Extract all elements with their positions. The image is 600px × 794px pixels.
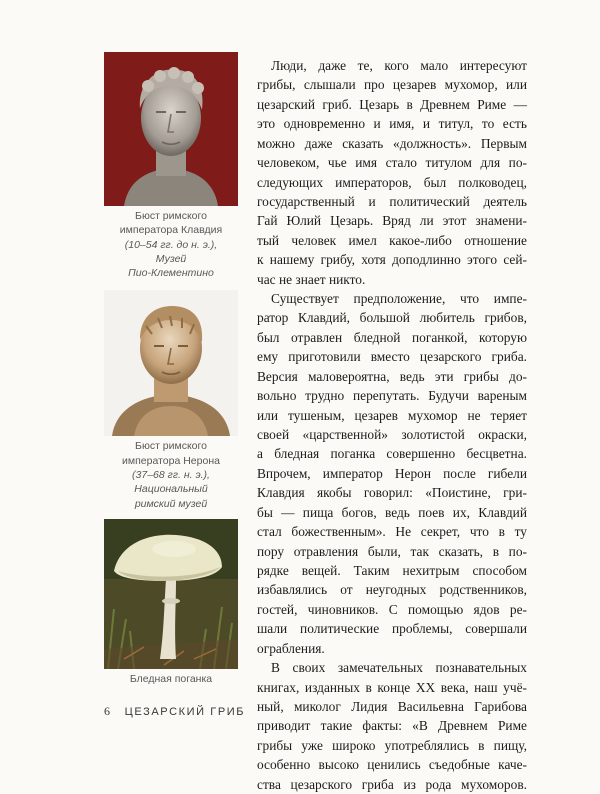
claudius-bust-photo [104, 52, 238, 206]
caption-line: Бюст римского [135, 210, 207, 222]
nero-bust-photo [104, 290, 238, 436]
text-line: шали политические проблемы, совершали [257, 621, 527, 637]
text-line: следующих императоров, был полководец, [257, 174, 527, 190]
text-line: Версия маловероятна, ведь эти грибы до- [257, 368, 527, 384]
text-line: избавлялись от неугодных родственников, [257, 582, 527, 598]
claudius-caption [104, 209, 238, 280]
text-line: книгах, изданных в конце XX века, наш учё- [257, 679, 527, 695]
main-text [257, 56, 527, 794]
text-line: особенно высоко ценились съедобные каче- [257, 757, 527, 773]
text-line: час не знает никто. [257, 271, 366, 287]
text-line: вольно трудно перепутать. Будучи вареным [257, 388, 527, 404]
text-line: бы — пища богов, ведь поев их, Клавдий [257, 504, 527, 520]
text-line: цезарский гриб. Цезарь в Древнем Риме — [257, 96, 527, 112]
caption-line: Бюст римского [135, 440, 207, 453]
caption-line: императора Клавдия [119, 224, 223, 237]
paragraph-1 [257, 56, 527, 289]
text-line: рядке вещей. Таким нехитрым способом [257, 562, 527, 578]
text-line: был отравлен бледной поганкой, которую [257, 329, 527, 345]
caption-museum: Музей [155, 252, 187, 265]
text-line: государственный и политический деятель [257, 193, 527, 209]
paragraph-2 [257, 289, 527, 658]
running-title: ЦЕЗАРСКИЙ ГРИБ [124, 706, 246, 718]
text-line: В своих замечательных познавательных [271, 660, 527, 676]
nero-bust-image [104, 290, 238, 436]
caption-museum: римский музей [134, 497, 208, 510]
toadstool-photo [104, 519, 238, 669]
caption-museum: Национальный [134, 483, 208, 496]
text-line: ный, миколог Лидия Васильевна Гарибова [257, 698, 527, 714]
claudius-bust-image [104, 52, 238, 206]
text-line: к нашему грибу, хотя доподлинно этого сей- [257, 252, 527, 268]
text-line: ограбления. [257, 640, 325, 656]
text-line: грибы, слышали про цезарев мухомор, или [257, 77, 527, 93]
text-line: Впрочем, император Нерон после гибели [257, 465, 527, 481]
text-line: ства цезарского гриба из рода мухоморов. [257, 776, 527, 792]
caption-museum: Пио-Клементино [128, 267, 214, 280]
toadstool-caption [104, 672, 238, 686]
toadstool-image [104, 519, 238, 669]
page-number: 6 [104, 704, 110, 718]
text-line: Существует предположение, что импе- [271, 291, 527, 307]
text-line: гостей, чиновников. С помощью ядов ре- [257, 601, 527, 617]
text-line: пору отравления были, так сказать, в по- [257, 543, 527, 559]
text-line: человеком, чье имя стало титулом для по- [257, 155, 527, 171]
caption-line: императора Нерона [122, 454, 220, 467]
caption-dates: (10–54 гг. до н. э.), [124, 238, 218, 251]
paragraph-3 [257, 658, 527, 794]
text-line: своей «царственной» золотистой окраски, [257, 427, 527, 443]
text-line: это одновременно и имя, и титул, то есть [257, 116, 527, 132]
text-line: Люди, даже те, кого мало интересуют [271, 58, 527, 73]
illustrations-column [104, 52, 238, 686]
caption-line: Бледная поганка [129, 672, 213, 685]
text-line: Клавдия якобы говорил: «Поистине, гри- [257, 485, 527, 501]
text-line: грибы уже широко употреблялись в пищу, [257, 737, 527, 753]
text-line: а бледная поганка совершенно бесцветна. [257, 446, 527, 462]
text-line: ратор Клавдий, большой любитель грибов, [257, 310, 527, 326]
text-line: тый человек имел какое-либо отношение [257, 232, 527, 248]
text-line: приводит такие факты: «В Древнем Риме [257, 718, 527, 734]
caption-dates: (37–68 гг. н. э.), [132, 469, 210, 482]
text-line: или тушеным, цезарев мухомор не теряет [257, 407, 527, 423]
text-line: стал божественным». Не секрет, что в ту [257, 524, 527, 540]
page-footer [104, 704, 245, 719]
text-line: ему приготовили вместо цезарского гриба. [257, 349, 527, 365]
text-line: Гай Юлий Цезарь. Вряд ли этот знамени- [257, 213, 527, 229]
text-line: можно даже сказать «должность». Первым [257, 135, 527, 151]
nero-caption [104, 439, 238, 510]
